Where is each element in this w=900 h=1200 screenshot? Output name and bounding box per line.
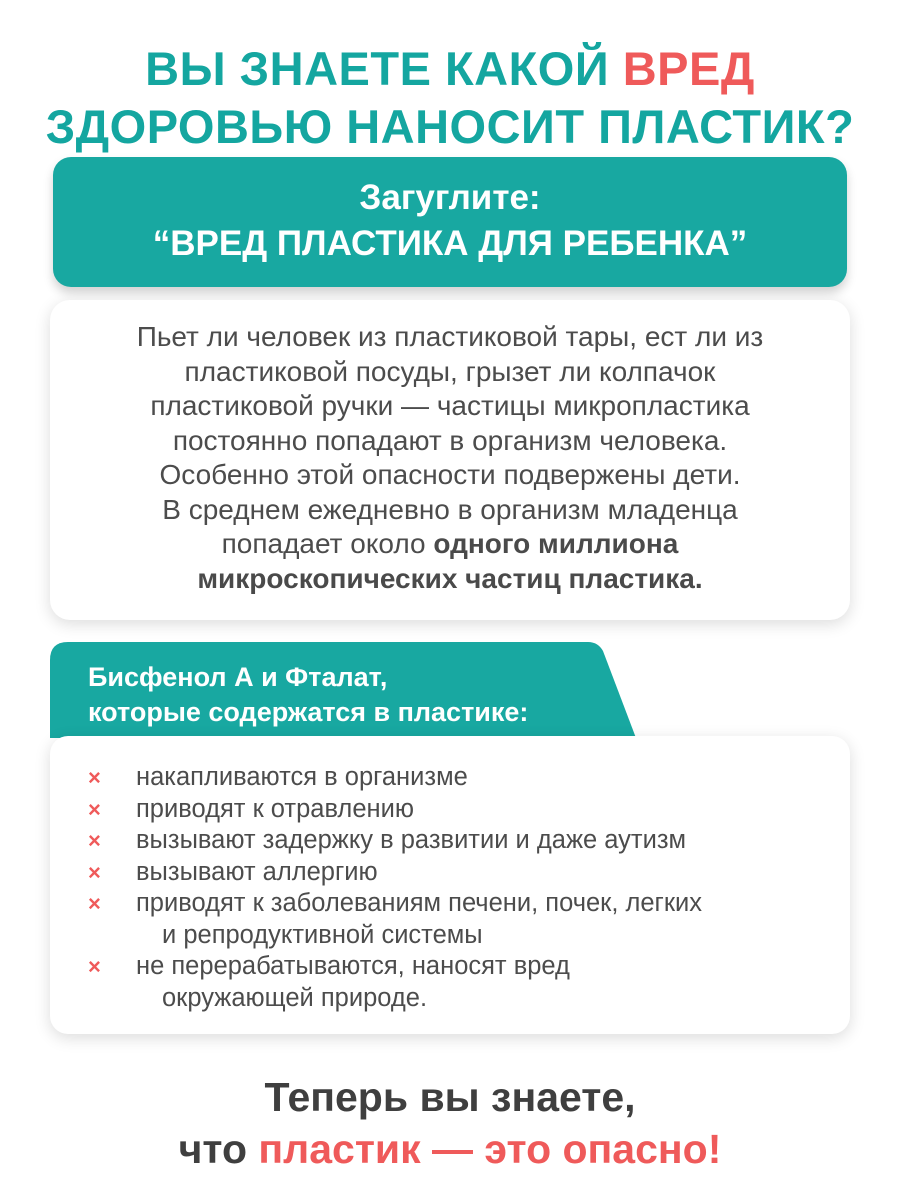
headline (0, 40, 900, 156)
info-line: пластиковой ручки — частицы микропластика (150, 390, 750, 421)
list-item (88, 762, 850, 794)
info-line: Особенно этой опасности подвержены дети. (159, 459, 741, 490)
list-item (88, 794, 850, 826)
list-item (88, 951, 850, 1014)
headline-text: ВЫ ЗНАЕТЕ КАКОЙ (145, 42, 610, 95)
list-item-text: приводят к заболеваниям печени, почек, легких (136, 889, 703, 917)
cross-icon: × (88, 891, 101, 916)
list-item-text: вызывают аллергию (136, 857, 378, 886)
conclusion-text: что (178, 1126, 248, 1172)
conclusion-line-2 (0, 1123, 900, 1175)
tab-title-line: Бисфенол А и Фталат, (88, 662, 388, 692)
cross-icon: × (88, 954, 101, 979)
list-item-text: накапливаются в организме (136, 763, 468, 791)
conclusion-line-1: Теперь вы знаете, (264, 1074, 636, 1120)
headline-highlight: ВРЕД (622, 42, 755, 95)
list-item-continuation: и репродуктивной системы (162, 920, 483, 949)
info-emphasis: одного миллиона (433, 528, 679, 559)
info-emphasis: микроскопических частиц пластика. (197, 562, 703, 594)
info-line (80, 527, 820, 562)
chemicals-tab (50, 642, 636, 750)
cross-icon: × (88, 828, 101, 853)
info-line: В среднем ежедневно в организм младенца (162, 493, 738, 525)
search-prompt-label: Загуглите: (359, 178, 541, 217)
list-item-text: вызывают задержку в развитии и даже аутизм (136, 826, 687, 854)
list-item (88, 825, 850, 857)
cross-icon: × (88, 859, 101, 885)
list-item-text: не перерабатываются, наносят вред (136, 952, 570, 980)
info-line: постоянно попадают в организм человека. (172, 424, 728, 456)
headline-line-1 (0, 40, 900, 98)
list-item (88, 857, 850, 889)
conclusion (0, 1071, 900, 1175)
search-prompt-box (53, 157, 847, 287)
info-line: пластиковой посуды, грызет ли колпачок (184, 355, 716, 387)
tab-title (88, 660, 528, 730)
info-text: попадает около (221, 528, 426, 559)
info-line (80, 562, 820, 597)
effects-list-card (50, 736, 850, 1034)
info-line: Пьет ли человек из пластиковой тары, ест ли из (136, 321, 764, 352)
info-card (50, 300, 850, 620)
cross-icon: × (88, 796, 101, 822)
list-item-continuation: окружающей природе. (162, 983, 428, 1012)
conclusion-highlight: пластик — это опасно! (258, 1126, 722, 1172)
headline-line-2: ЗДОРОВЬЮ НАНОСИТ ПЛАСТИК? (45, 100, 855, 153)
tab-title-line: которые содержатся в пластике: (88, 697, 529, 727)
cross-icon: × (88, 765, 101, 790)
search-prompt-query: “ВРЕД ПЛАСТИКА ДЛЯ РЕБЕНКА” (152, 224, 748, 263)
list-item (88, 888, 850, 951)
list-item-text: приводят к отравлению (136, 794, 414, 823)
